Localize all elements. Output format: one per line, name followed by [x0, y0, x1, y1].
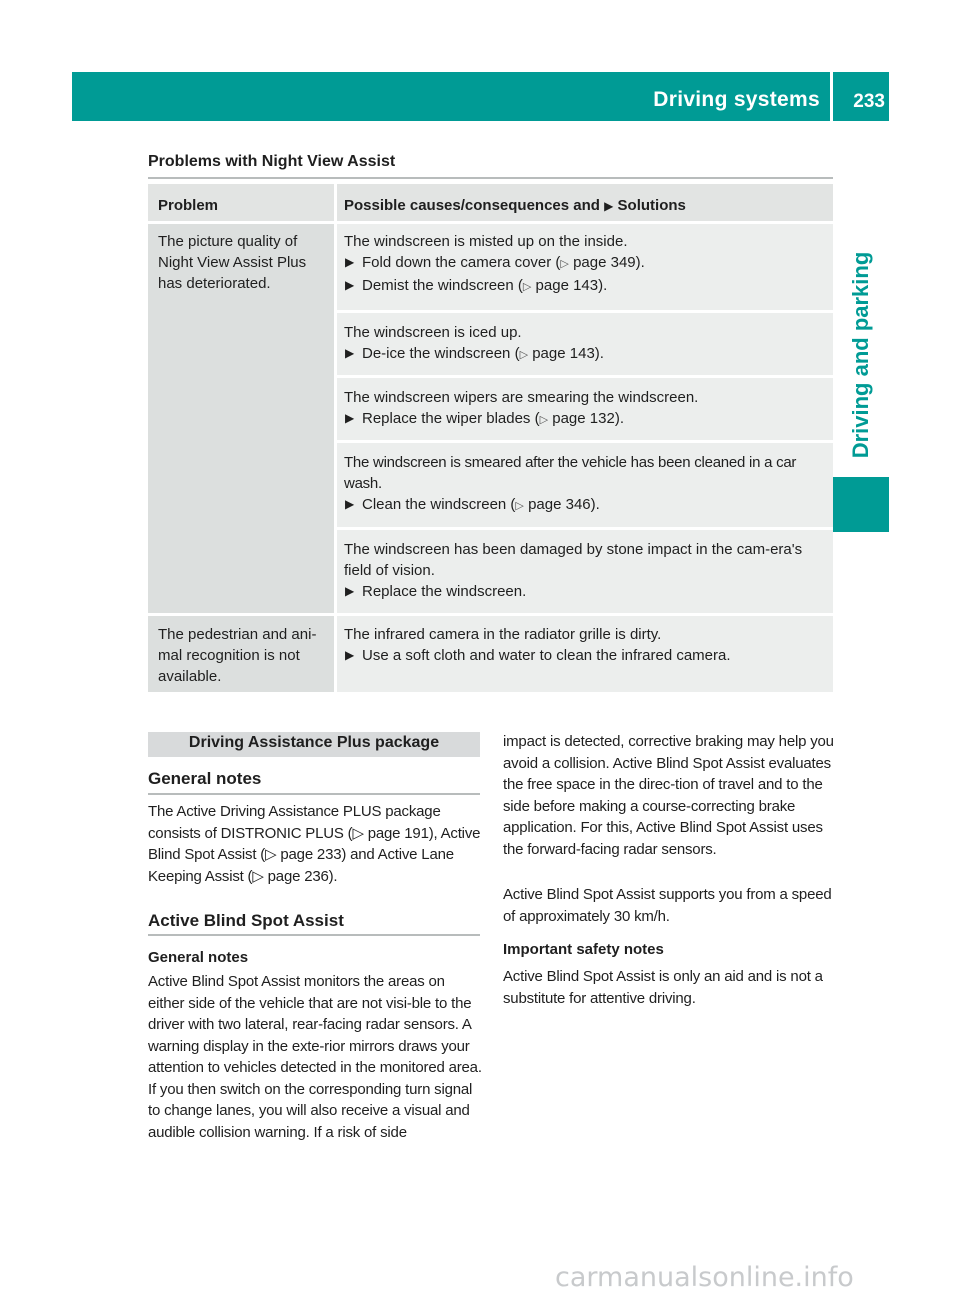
- blind-spot-subheading: General notes: [148, 949, 249, 966]
- page-number: 233: [853, 91, 885, 112]
- blind-spot-heading: Active Blind Spot Assist: [148, 911, 344, 930]
- page-ref-icon: ▷: [560, 258, 569, 270]
- step-arrow-icon: ▶: [345, 411, 355, 425]
- solution-step: ▶ Fold down the camera cover (▷ page 349).: [345, 254, 645, 271]
- divider: [148, 793, 480, 795]
- page-ref-icon: ▷: [515, 500, 524, 512]
- page-reference[interactable]: page 346: [528, 496, 591, 513]
- step-arrow-icon: ▶: [345, 255, 355, 269]
- header-divider: [830, 72, 833, 121]
- page-reference[interactable]: page 132: [552, 410, 615, 427]
- speed-note: Active Blind Spot Assist supports you from a speed of approximately 30 km/h.: [503, 886, 832, 925]
- section-band: [148, 732, 480, 757]
- page-header: [72, 72, 889, 121]
- solution-step: ▶ Clean the windscreen (▷ page 346).: [345, 496, 600, 513]
- problem-label: The picture quality of Night View Assist Plus has deteriorated.: [158, 233, 307, 292]
- page-ref-icon: ▷: [519, 349, 529, 361]
- general-notes-heading: General notes: [148, 769, 262, 788]
- table-title: Problems with Night View Assist: [148, 153, 396, 170]
- solution-step: ▶ De-ice the windscreen (▷ page 143).: [345, 345, 604, 362]
- table-cell-cause: [337, 616, 833, 692]
- table-header-problem: [148, 184, 334, 221]
- chapter-marker: [833, 477, 889, 532]
- play-arrow-icon: ▶: [604, 199, 614, 213]
- section-title: Driving systems: [653, 88, 820, 111]
- divider: [148, 934, 480, 936]
- page-ref-icon: ▷: [522, 281, 532, 293]
- cause-text: The windscreen is misted up on the inside.: [344, 233, 628, 250]
- step-arrow-icon: ▶: [345, 346, 355, 360]
- table-cell-cause: [337, 313, 833, 375]
- page-ref-icon: ▷: [539, 414, 549, 426]
- cause-text: The infrared camera in the radiator grille is dirty.: [344, 626, 662, 643]
- blind-spot-text: Active Blind Spot Assist monitors the areas on either side of the vehicle that are not visi-ble to the driver with two lateral, rear-facing radar sensors. A warning display in the exte-rior mirrors draws your attention to vehicles detected in the monitored area. If you then switch on the corresponding turn signal to change lanes, you will also receive a visual and audible collision warning. If a risk of side: [148, 973, 482, 1141]
- solution-step: ▶ Replace the windscreen.: [345, 583, 527, 600]
- table-cell-cause: [337, 443, 833, 527]
- page-reference[interactable]: page 143: [535, 277, 599, 294]
- problem-label: The pedestrian and ani-mal recognition is not available.: [158, 626, 317, 685]
- divider: [148, 177, 833, 179]
- table-cell-problem: [148, 616, 334, 692]
- table-cell-cause: [337, 224, 833, 310]
- table-header-causes-label: Possible causes/consequences and: [344, 197, 600, 214]
- table-cell-cause: [337, 530, 833, 613]
- step-arrow-icon: ▶: [345, 648, 355, 662]
- table-cell-cause: [337, 378, 833, 440]
- page-reference[interactable]: page 349: [573, 254, 636, 271]
- section-band-title: Driving Assistance Plus package: [188, 734, 440, 751]
- watermark: carmanualsonline.info: [555, 1262, 854, 1293]
- chapter-tab-label: Driving and parking: [848, 251, 873, 459]
- solution-step: ▶ Replace the wiper blades (▷ page 132).: [345, 410, 624, 427]
- solution-step: ▶ Use a soft cloth and water to clean the infrared camera.: [345, 647, 731, 664]
- step-arrow-icon: ▶: [345, 278, 355, 292]
- step-arrow-icon: ▶: [345, 497, 355, 511]
- table-cell-problem: [148, 224, 334, 613]
- solution-step: ▶ Demist the windscreen (▷ page 143).: [345, 277, 608, 294]
- table-header-solutions-label: Solutions: [617, 197, 686, 214]
- cause-text: The windscreen wipers are smearing the windscreen.: [344, 389, 699, 406]
- safety-notes-text: Active Blind Spot Assist is only an aid and is not a substitute for attentive driving.: [503, 968, 823, 1007]
- cause-text: The windscreen has been damaged by stone impact in the cam-era's field of vision.: [344, 541, 803, 579]
- table-header-causes: [337, 184, 833, 221]
- blind-spot-text-continued: impact is detected, corrective braking may help you avoid a collision. Active Blind Spot Assist evaluates the free space in the direc-tion of travel and to the side before making a course-correcting brake application. For this, Active Blind Spot Assist uses the forward-facing radar sensors.: [503, 733, 834, 858]
- chapter-tab: [833, 215, 889, 495]
- safety-notes-heading: Important safety notes: [503, 941, 664, 958]
- step-arrow-icon: ▶: [345, 584, 355, 598]
- page-reference[interactable]: page 143: [532, 345, 595, 362]
- cause-text: The windscreen is iced up.: [344, 324, 522, 341]
- general-notes-text: The Active Driving Assistance PLUS package consists of DISTRONIC PLUS (▷ page 191), Active Blind Spot Assist (▷ page 233) and Active Lane Keeping Assist (▷ page 236).: [148, 803, 481, 885]
- table-header-problem-label: Problem: [158, 197, 219, 214]
- cause-text: The windscreen is smeared after the vehicle has been cleaned in a car wash.: [344, 454, 797, 492]
